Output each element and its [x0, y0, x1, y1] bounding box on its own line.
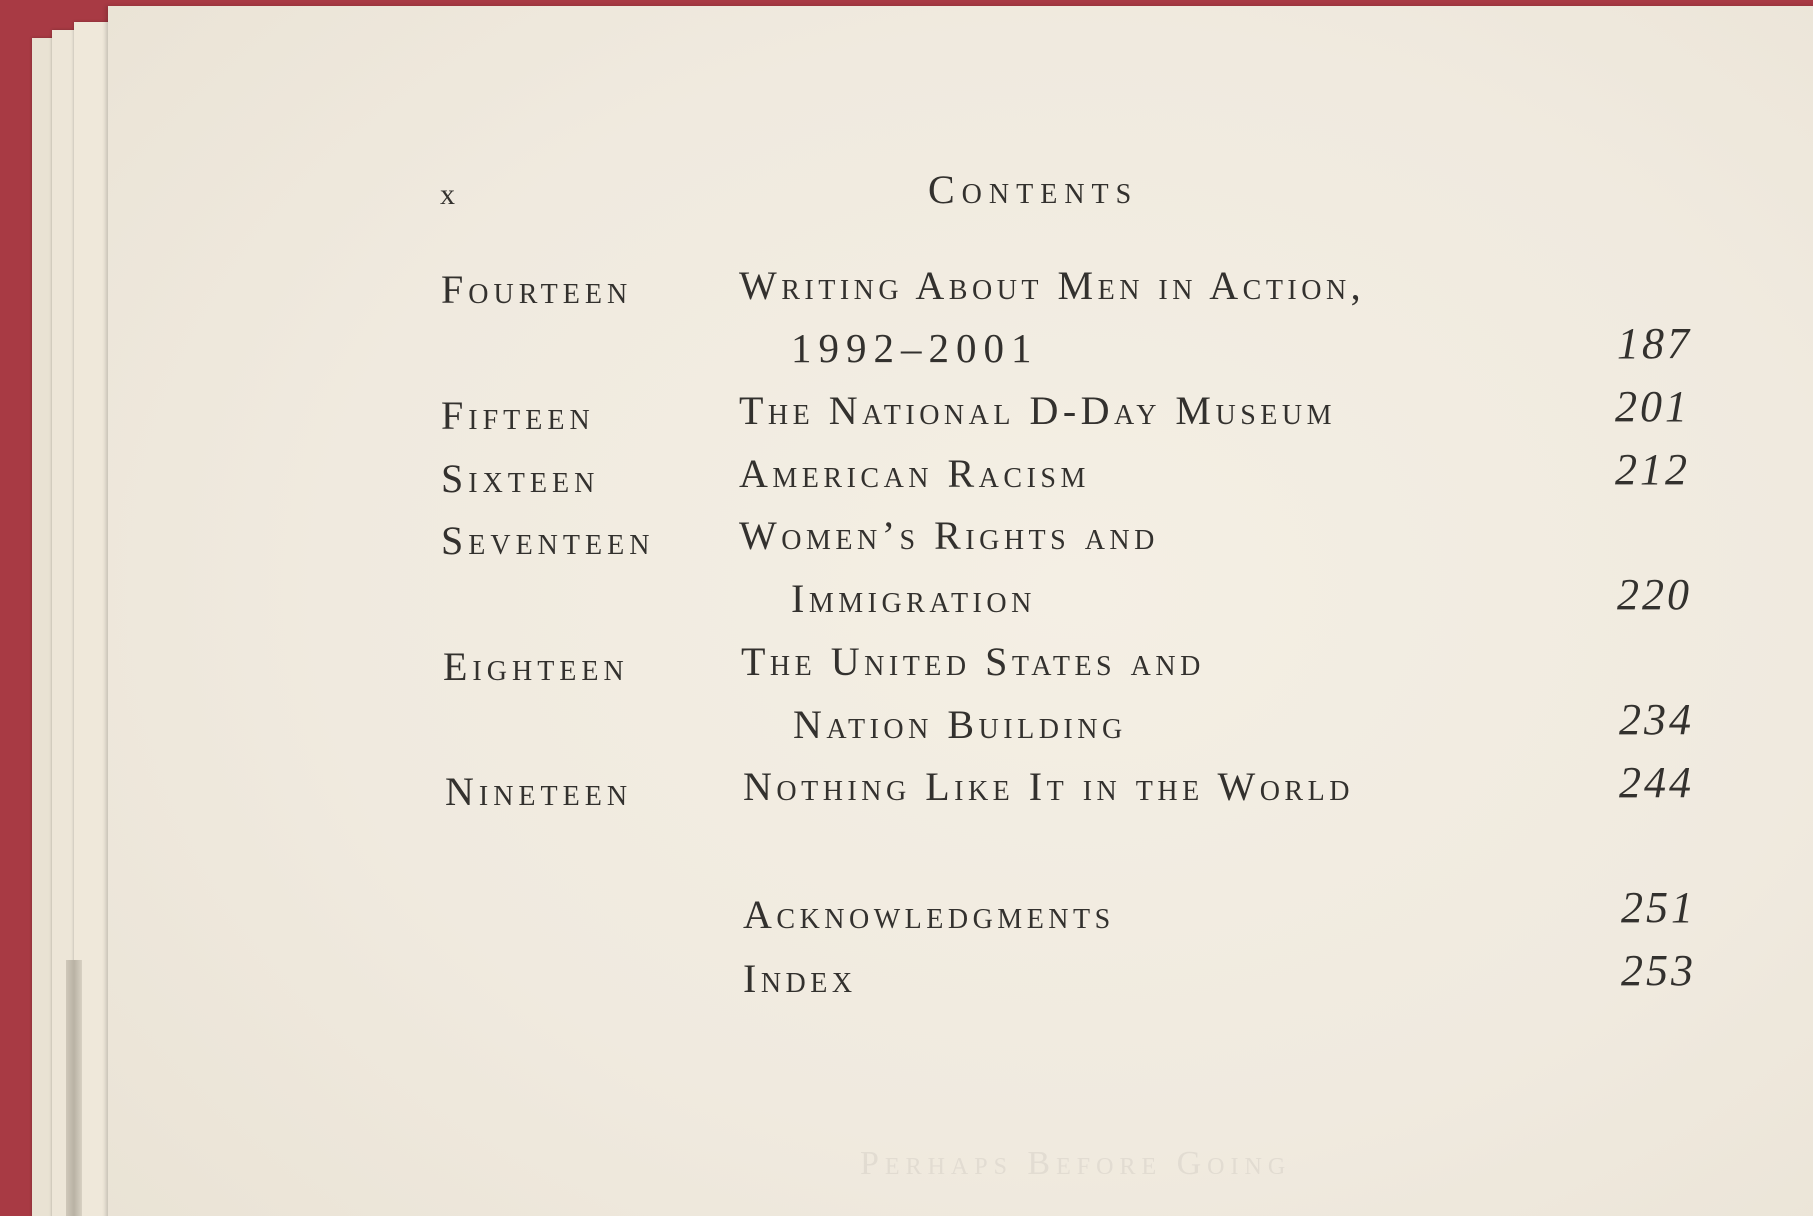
- chapter-title-continued: Immigration: [791, 576, 1036, 621]
- page-folio: x: [440, 178, 455, 211]
- back-matter-title: Index: [743, 956, 857, 1001]
- chapter-title: Writing About Men in Action,: [739, 263, 1366, 308]
- chapter-title: Nothing Like It in the World: [743, 764, 1354, 809]
- chapter-number: Sixteen: [441, 456, 600, 501]
- chapter-number: Seventeen: [441, 518, 655, 563]
- chapter-number: Fourteen: [441, 267, 633, 312]
- back-matter-title: Acknowledgments: [743, 892, 1115, 937]
- back-matter-page-number: 253: [1621, 946, 1696, 995]
- page-title: Contents: [928, 167, 1139, 212]
- chapter-title: Women’s Rights and: [739, 513, 1159, 558]
- back-matter-page-number: 251: [1621, 883, 1696, 932]
- chapter-number: Fifteen: [441, 393, 595, 438]
- chapter-page-number: 201: [1615, 382, 1690, 431]
- chapter-title: The United States and: [741, 639, 1205, 684]
- binding-strip: [66, 960, 82, 1216]
- chapter-page-number: 234: [1619, 695, 1694, 744]
- chapter-page-number: 220: [1617, 570, 1692, 619]
- bleed-through-text: Perhaps Before Going: [860, 1145, 1292, 1182]
- chapter-title: American Racism: [739, 451, 1090, 496]
- chapter-page-number: 244: [1619, 758, 1694, 807]
- chapter-title-continued: 1992–2001: [791, 325, 1039, 371]
- chapter-page-number: 212: [1615, 445, 1690, 494]
- chapter-title: The National D-Day Museum: [739, 388, 1336, 433]
- chapter-page-number: 187: [1617, 319, 1692, 368]
- chapter-title-continued: Nation Building: [793, 702, 1127, 747]
- chapter-number: Nineteen: [445, 769, 633, 814]
- chapter-number: Eighteen: [443, 644, 629, 689]
